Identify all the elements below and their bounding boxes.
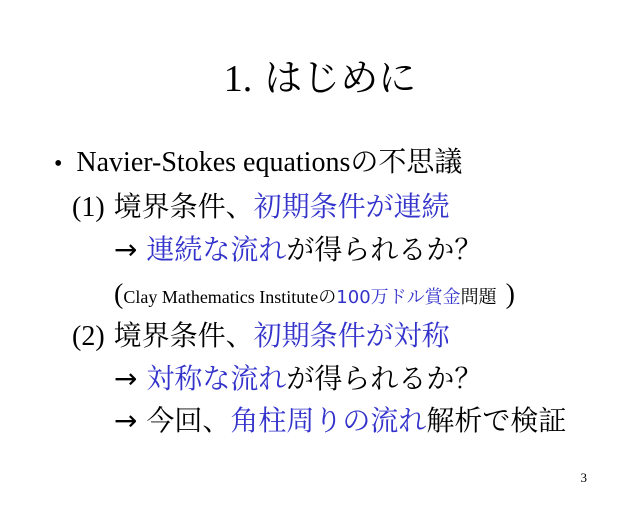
obtainable-question-text: が得られるか？ [286, 233, 483, 266]
clay-institute-line [114, 276, 515, 316]
obtainable-question-text-2: が得られるか？ [286, 362, 483, 395]
title-number: 1. [223, 58, 253, 100]
square-cylinder-flow-text: 角柱周りの流れ [230, 404, 427, 437]
mystery-text: の不思議 [350, 145, 463, 178]
clay-institute-text: Clay Mathematics Institute [123, 287, 319, 307]
analysis-verification-text: 解析で検証 [426, 404, 567, 437]
slide-title [0, 56, 640, 101]
boundary-condition-text: 境界条件、 [113, 190, 254, 223]
arrow-icon-3: → [114, 404, 138, 437]
item-2-label: (2) [72, 321, 105, 352]
item-1-line [72, 189, 450, 226]
arrow-line-continuous-flow [114, 232, 482, 268]
boundary-condition-text-2: 境界条件、 [113, 319, 254, 352]
item-2-line [72, 318, 450, 355]
bullet-icon: • [54, 151, 63, 177]
continuous-flow-text: 連続な流れ [146, 233, 287, 266]
navier-stokes-text: Navier-Stokes equations [76, 147, 351, 178]
problem-text: 問題 [460, 287, 497, 308]
bullet-line-navier-stokes [54, 144, 462, 182]
arrow-line-symmetric-flow [114, 361, 482, 397]
arrow-icon: → [114, 233, 138, 266]
title-text: はじめに [264, 56, 417, 100]
page-number: 3 [580, 470, 587, 485]
initial-condition-continuous-text: 初期条件が連続 [253, 190, 450, 223]
initial-condition-symmetric-text: 初期条件が対称 [253, 319, 450, 352]
item-1-label: (1) [72, 192, 105, 223]
close-paren: ) [505, 279, 515, 310]
arrow-icon-2: → [114, 362, 138, 395]
particle-no-text: の [318, 287, 337, 308]
this-time-text: 今回、 [146, 404, 231, 437]
symmetric-flow-text: 対称な流れ [146, 362, 287, 395]
open-paren: ( [114, 279, 124, 310]
prize-text: 100万ドル賞金 [336, 287, 461, 308]
arrow-line-verification [114, 403, 566, 439]
